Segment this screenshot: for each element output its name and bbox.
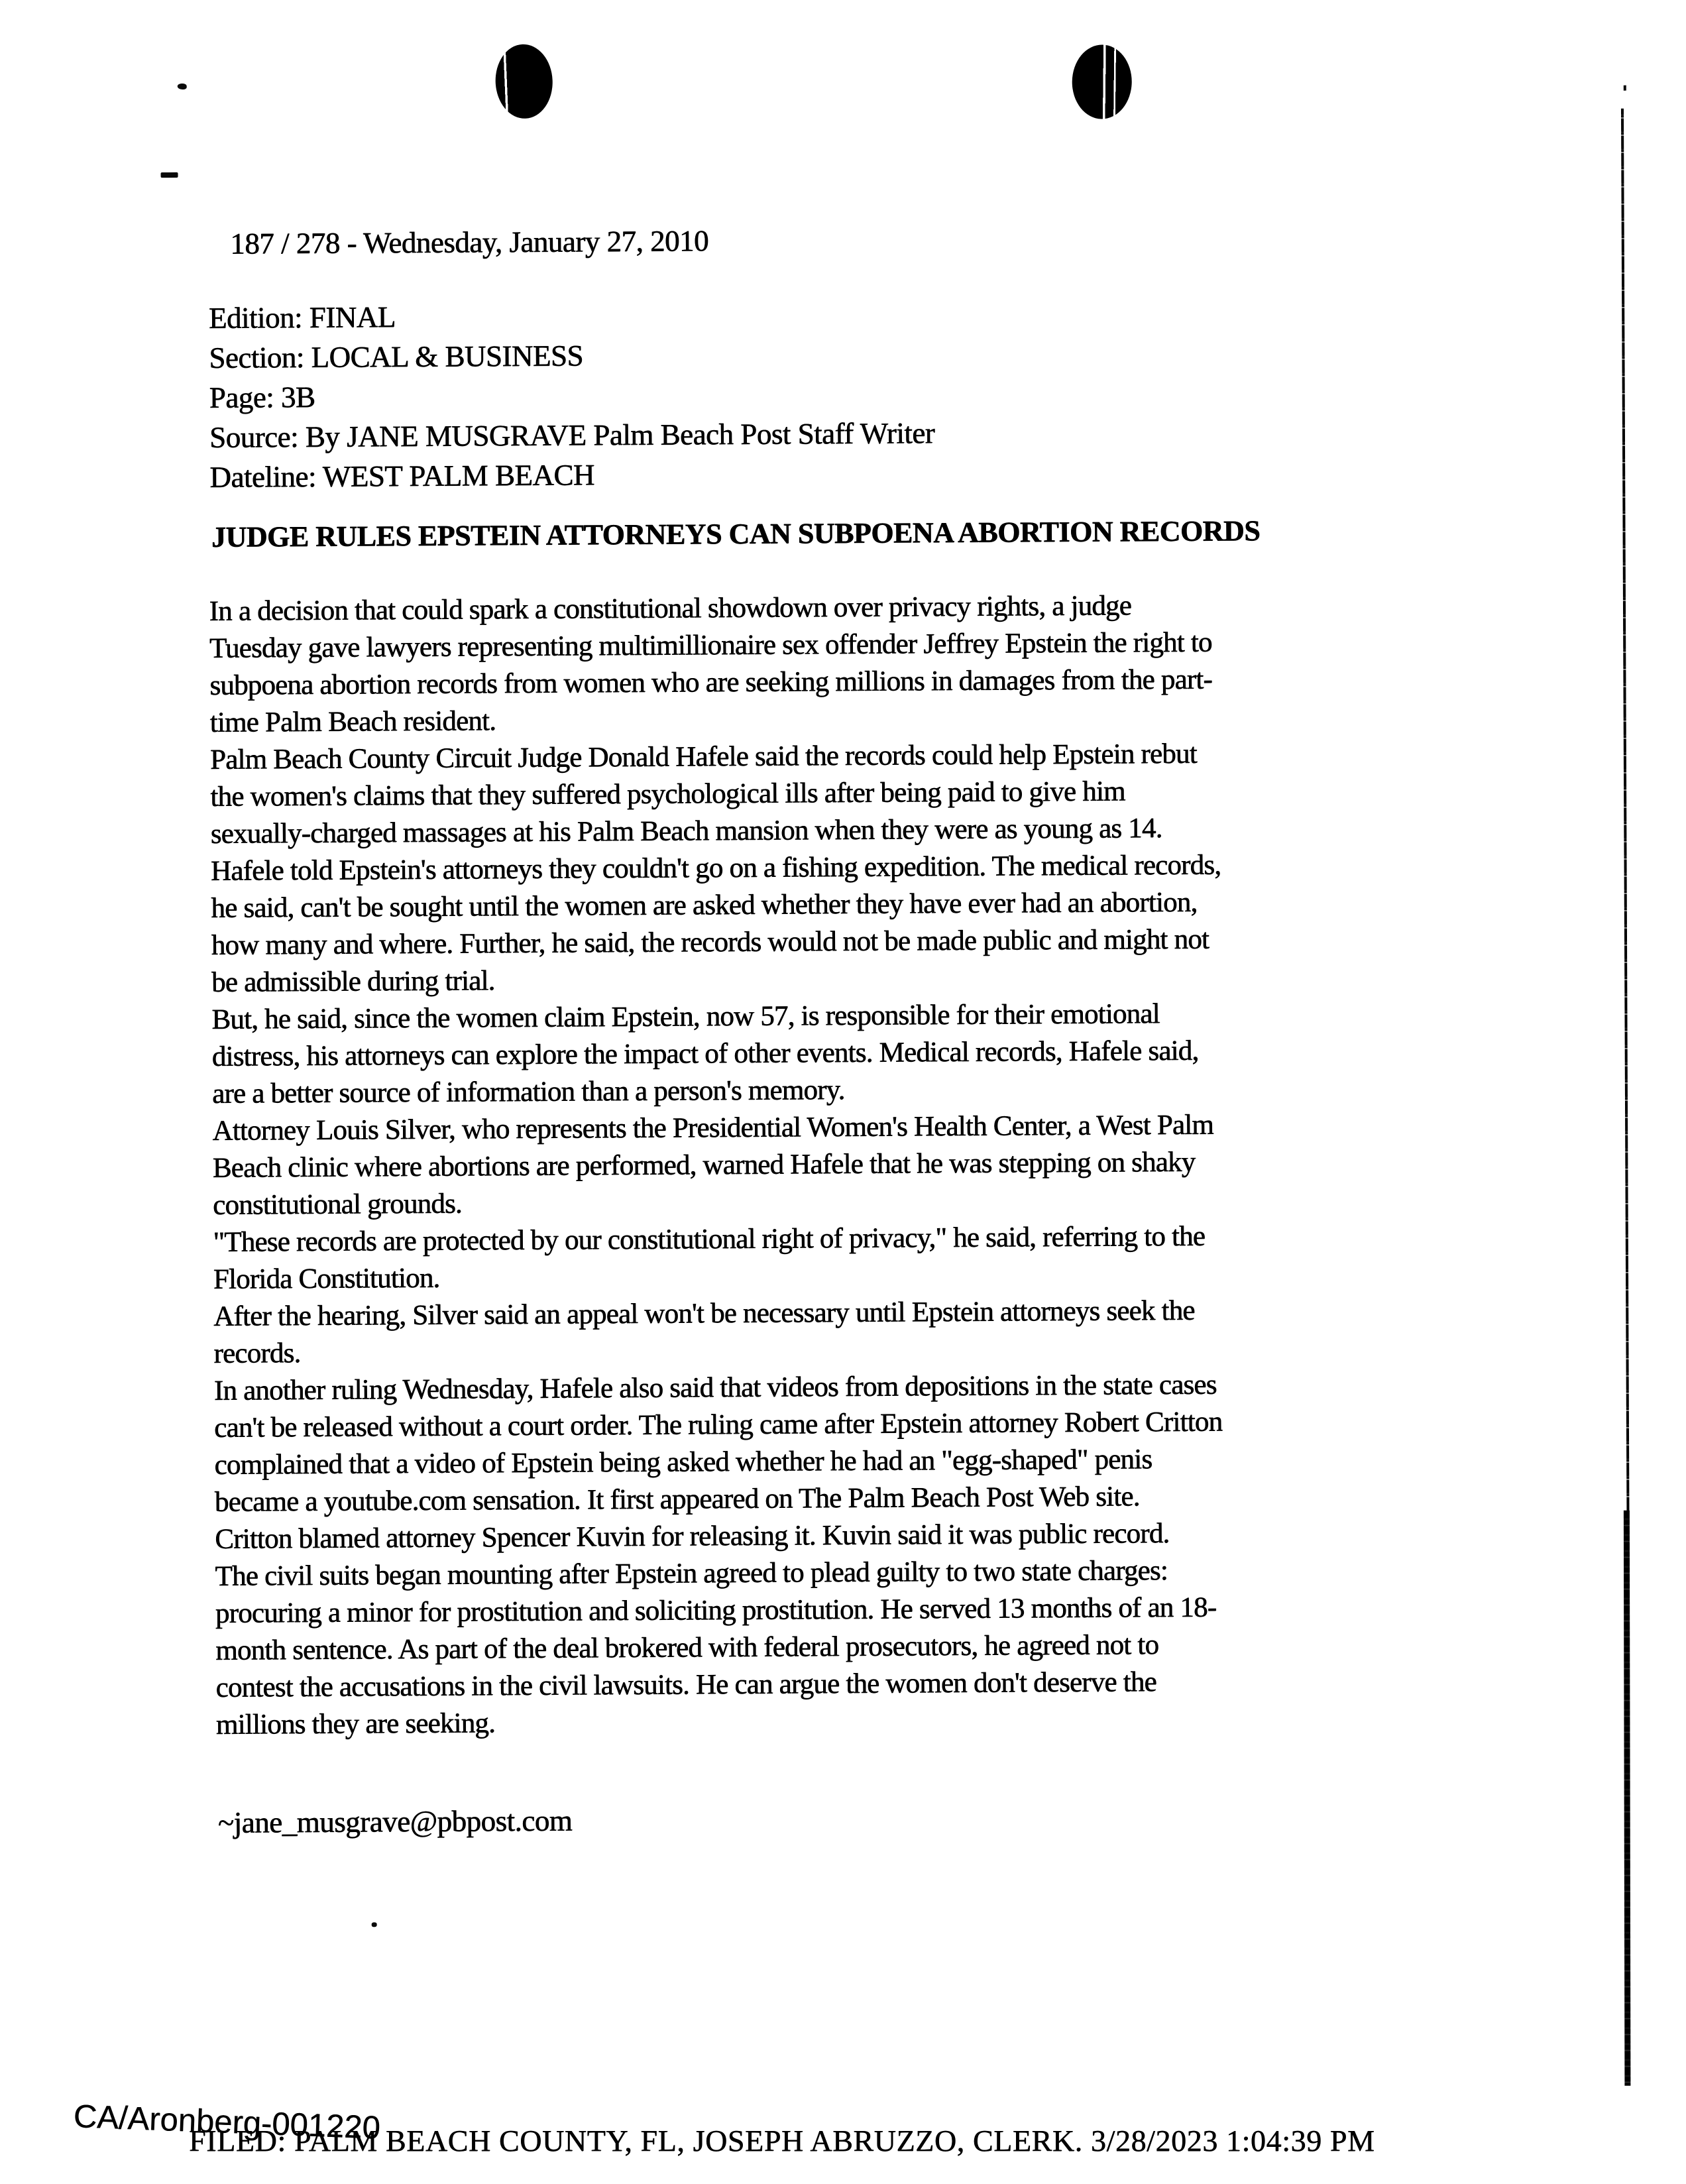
article-paragraph: After the hearing, Silver said an appeal won't be necessary until Epstein attorneys seek the records. xyxy=(213,1294,1195,1369)
metadata-block xyxy=(209,294,935,497)
scan-speck-dash xyxy=(161,172,178,178)
meta-line-page: Page: 3B xyxy=(209,380,315,414)
article-body xyxy=(209,585,1482,1744)
meta-line-section: Section: LOCAL & BUSINESS xyxy=(209,339,584,374)
meta-line-source: Source: By JANE MUSGRAVE Palm Beach Post Staff Writer xyxy=(209,416,935,454)
hole-punch-mark-left xyxy=(494,43,554,119)
filing-stamp: FILED: PALM BEACH COUNTY, FL, JOSEPH ABRUZZO, CLERK. 3/28/2023 1:04:39 PM xyxy=(189,2124,1375,2157)
scan-edge-line-upper xyxy=(1621,109,1630,1527)
article-paragraph: In another ruling Wednesday, Hafele also said that videos from depositions in the state cases can't be released without a court order. The ruling came after Epstein attorney Robert Critton complained that a video of Epstein being asked whether he had an "egg-shaped" penis became a youtube.com sensation. It first appeared on The Palm Beach Post Web site. xyxy=(213,1369,1223,1518)
meta-line-edition: Edition: FINAL xyxy=(208,300,396,335)
meta-line-dateline: Dateline: WEST PALM BEACH xyxy=(209,458,594,494)
bates-number: CA/Aronberg-001220 xyxy=(72,2098,381,2146)
scan-speck-dot xyxy=(1624,86,1626,91)
article-paragraph: Attorney Louis Silver, who represents the Presidential Women's Health Center, a West Palm Beach clinic where abortions are performed, warned Hafele that he was stepping on shaky constitutional grounds. xyxy=(212,1109,1213,1221)
article-headline: JUDGE RULES EPSTEIN ATTORNEYS CAN SUBPOENA ABORTION RECORDS xyxy=(211,514,1261,553)
scan-edge-line-lower xyxy=(1624,1511,1631,2086)
article-paragraph: "These records are protected by our constitutional right of privacy," he said, referring to the Florida Constitution. xyxy=(213,1220,1206,1295)
article-paragraph: In a decision that could spark a constitutional showdown over privacy rights, a judge Tuesday gave lawyers representing multimillionaire sex offender Jeffrey Epstein the right to subpoena abortion records from women who are seeking millions in damages from the part- time Palm Beach resident. xyxy=(209,590,1212,738)
article-paragraph: But, he said, since the women claim Epstein, now 57, is responsible for their emotional distress, his attorneys can explore the impact of other events. Medical records, Hafele said, are a better source of information than a person's memory. xyxy=(211,998,1199,1110)
article-paragraph: Palm Beach County Circuit Judge Donald Hafele said the records could help Epstein rebut the women's claims that they suffered psychological ills after being paid to give him sexually-charged massages at his Palm Beach mansion when they were as young as 14. xyxy=(209,738,1197,850)
hole-punch-mark-right xyxy=(1072,44,1132,119)
scan-speck-dot xyxy=(372,1922,377,1927)
page-header: 187 / 278 - Wednesday, January 27, 2010 xyxy=(230,224,709,260)
author-email: ~jane_musgrave@pbpost.com xyxy=(217,1804,573,1839)
article-paragraph: Hafele told Epstein's attorneys they couldn't go on a fishing expedition. The medical records, he said, can't be sought until the women are asked whether they have ever had an abortion, how many and where. Further, he said, the records would not be made public and might not be admissible during trial. xyxy=(210,849,1221,998)
article-paragraph: The civil suits began mounting after Epstein agreed to plead guilty to two state charges: procuring a minor for prostitution and soliciting prostitution. He served 13 months of an 18- month sentence. As part of the deal brokered with federal prosecutors, he agreed not to contest the accusations in the civil lawsuits. He can argue the women don't deserve the millions they are seeking. xyxy=(215,1554,1217,1741)
scan-speck-dot xyxy=(178,84,187,89)
article-paragraph: Critton blamed attorney Spencer Kuvin for releasing it. Kuvin said it was public record. xyxy=(214,1517,1170,1555)
